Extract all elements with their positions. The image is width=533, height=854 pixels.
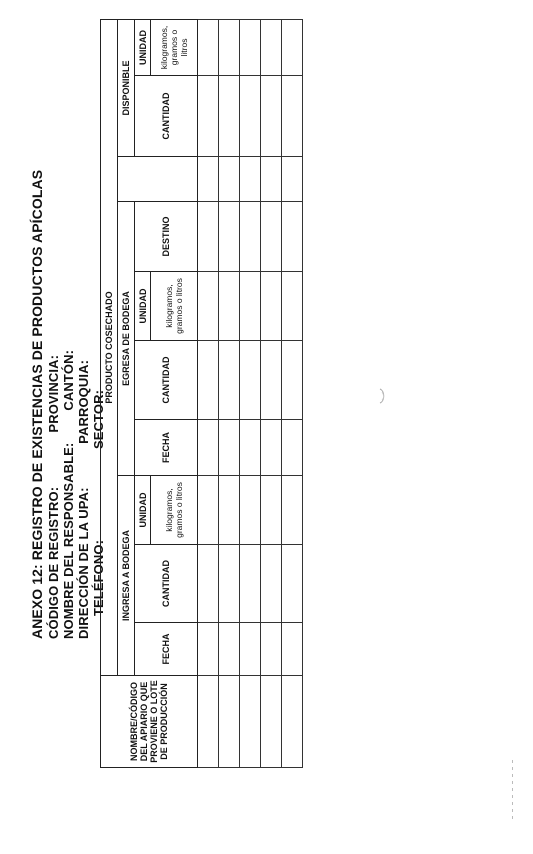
- table-cell: [219, 272, 240, 341]
- table-cell: [219, 623, 240, 676]
- table-cell: [219, 476, 240, 545]
- table-cell: [219, 157, 240, 202]
- field-telefono: TELÉFONO:: [91, 539, 106, 616]
- table-cell: [261, 341, 282, 420]
- header-ingresa-bodega: INGRESA A BODEGA: [118, 476, 135, 676]
- table-cell: [198, 545, 219, 623]
- table-cell: [240, 623, 261, 676]
- table-cell: [261, 676, 282, 768]
- table-cell: [240, 545, 261, 623]
- table-cell: [240, 676, 261, 768]
- table-cell: [219, 202, 240, 272]
- table-cell: [282, 157, 303, 202]
- table-cell: [240, 272, 261, 341]
- header-egresa-bodega: EGRESA DE BODEGA: [118, 202, 135, 476]
- table-cell: [198, 272, 219, 341]
- header-producto-cosechado: PRODUCTO COSECHADO: [101, 20, 118, 676]
- table-cell: [282, 20, 303, 76]
- field-provincia: PROVINCIA:: [46, 355, 61, 433]
- table-cell: [261, 76, 282, 157]
- table-cell: [240, 341, 261, 420]
- table-cell: [240, 476, 261, 545]
- table-cell: [261, 20, 282, 76]
- table-row: [240, 20, 261, 768]
- table-cell: [240, 202, 261, 272]
- table-cell: [240, 420, 261, 476]
- table-cell: [198, 202, 219, 272]
- table-cell: [261, 476, 282, 545]
- header-egresa-cantidad: CANTIDAD: [135, 341, 198, 420]
- scan-edge-marks: [512, 760, 513, 820]
- table-cell: [219, 676, 240, 768]
- document-title: ANEXO 12: REGISTRO DE EXISTENCIAS DE PRODUCTOS APÍCOLAS: [29, 169, 45, 639]
- table-cell: [240, 20, 261, 76]
- table-cell: [198, 157, 219, 202]
- existencias-table: [100, 19, 303, 768]
- header-disponible: DISPONIBLE: [118, 20, 135, 157]
- table-row: [198, 20, 219, 768]
- header-egresa-destino: DESTINO: [135, 202, 198, 272]
- table-cell: [282, 476, 303, 545]
- table-cell: [282, 623, 303, 676]
- field-sector: SECTOR:: [91, 390, 106, 449]
- field-nombre-responsable: NOMBRE DEL RESPONSABLE:: [61, 442, 76, 639]
- table-cell: [282, 545, 303, 623]
- header-egresa-unidad: UNIDAD: [135, 272, 151, 341]
- header-ingresa-cantidad: CANTIDAD: [135, 545, 198, 623]
- field-parroquia: PARROQUIA:: [76, 360, 91, 444]
- table-cell: [219, 545, 240, 623]
- table-cell: [198, 476, 219, 545]
- field-codigo-registro: CÓDIGO DE REGISTRO:: [46, 486, 61, 639]
- table-cell: [240, 76, 261, 157]
- table-row: [219, 20, 240, 768]
- table-cell: [240, 157, 261, 202]
- header-disponible-unidad: UNIDAD: [135, 20, 151, 76]
- field-direccion-upa: DIRECCIÓN DE LA UPA:: [76, 487, 91, 639]
- table-cell: [198, 623, 219, 676]
- table-row: [282, 20, 303, 768]
- header-ingresa-unidad-desc: kilogramos, gramos o litros: [151, 476, 198, 545]
- table-row: [261, 20, 282, 768]
- table-cell: [219, 76, 240, 157]
- table-cell: [219, 420, 240, 476]
- table-cell: [282, 676, 303, 768]
- table-cell: [198, 341, 219, 420]
- table-body: [198, 20, 303, 768]
- header-ingresa-unidad: UNIDAD: [135, 476, 151, 545]
- table-cell: [261, 420, 282, 476]
- table-cell: [282, 272, 303, 341]
- header-ingresa-fecha: FECHA: [135, 623, 198, 676]
- table-cell: [261, 545, 282, 623]
- table-cell: [198, 20, 219, 76]
- header-egresa-unidad-desc: kilogramos, gramos o litros: [151, 272, 198, 341]
- header-disponible-cantidad: CANTIDAD: [135, 76, 198, 157]
- table-cell: [198, 676, 219, 768]
- table-cell: [261, 623, 282, 676]
- table-cell: [282, 420, 303, 476]
- table-cell: [282, 76, 303, 157]
- scan-mark-icon: [372, 387, 388, 405]
- table-cell: [261, 157, 282, 202]
- table-cell: [282, 202, 303, 272]
- table-cell: [261, 272, 282, 341]
- table-cell: [198, 420, 219, 476]
- table-cell: [282, 341, 303, 420]
- table-cell: [198, 76, 219, 157]
- header-egresa-fecha: FECHA: [135, 420, 198, 476]
- field-canton: CANTÓN:: [61, 350, 76, 411]
- header-fecha-disponible-spacer: [118, 157, 198, 202]
- table-cell: [219, 341, 240, 420]
- table-cell: [219, 20, 240, 76]
- header-disponible-unidad-desc: kilogramos, gramos o litros: [151, 20, 198, 76]
- table-cell: [261, 202, 282, 272]
- header-apiario: NOMBRE/CÓDIGO DEL APIARIO QUE PROVIENE O LOTE DE PRODUCCIÓN: [101, 676, 198, 768]
